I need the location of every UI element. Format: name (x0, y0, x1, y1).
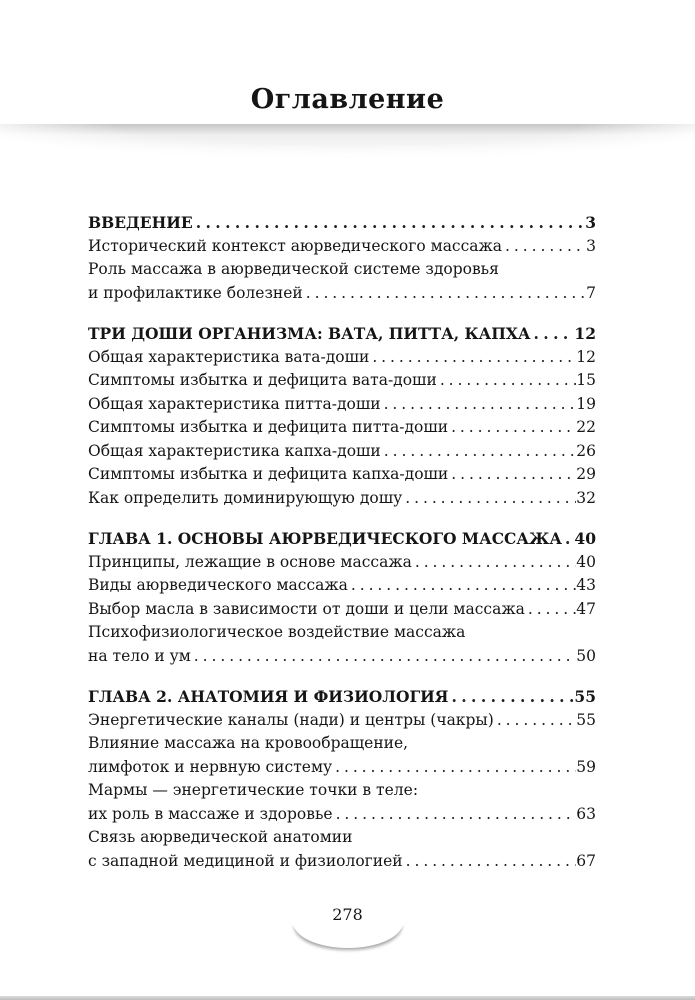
toc-entry-page: 47 (576, 599, 596, 618)
table-of-contents (88, 211, 596, 890)
toc-entry-page: 19 (576, 394, 596, 413)
toc-entry-page: 26 (576, 441, 596, 460)
toc-entry-page: 22 (576, 418, 596, 436)
toc-entry (88, 598, 596, 622)
dot-leader (332, 756, 576, 780)
title-shadow-decoration (0, 124, 695, 160)
toc-heading-page: 3 (585, 213, 596, 232)
toc-section (88, 527, 596, 668)
toc-heading (88, 322, 596, 346)
toc-entry-page: 40 (576, 552, 596, 571)
toc-entry-text: Психофизиологическое воздействие массажа (88, 623, 466, 641)
toc-entry-page: 12 (576, 347, 596, 366)
toc-heading-page: 55 (574, 687, 596, 706)
dot-leader (303, 282, 586, 306)
dot-leader (562, 527, 574, 551)
dot-leader (333, 803, 577, 827)
toc-entry-text: Виды аюрведического массажа (88, 576, 348, 594)
toc-entry (88, 803, 596, 827)
dot-leader (348, 574, 576, 598)
toc-entry-text: лимфоток и нервную систему (88, 757, 333, 776)
toc-entry-text: Роль массажа в аюрведической системе здоровья (88, 260, 499, 278)
toc-entry-page: 50 (576, 646, 596, 665)
toc-entry-page: 15 (576, 371, 596, 389)
toc-entry-page: 67 (576, 851, 596, 870)
dot-leader (525, 598, 576, 622)
toc-entry-text: Выбор масла в зависимости от доши и цели массажа (88, 599, 525, 618)
toc-entry-page: 3 (586, 236, 596, 255)
toc-entry-text: Мармы — энергетические точки в теле: (88, 781, 419, 799)
dot-leader (193, 211, 585, 235)
dot-leader (412, 551, 576, 575)
toc-entry-text: на тело и ум (88, 646, 191, 665)
toc-entry-text: их роль в массаже и здоровье (88, 804, 333, 823)
toc-entry-page: 55 (576, 710, 596, 729)
dot-leader (494, 709, 576, 733)
toc-entry-text: Общая характеристика капха-доши (88, 441, 381, 460)
page-number: 278 (332, 905, 363, 924)
toc-heading (88, 211, 596, 235)
toc-section (88, 322, 596, 510)
toc-heading-text: ГЛАВА 1. ОСНОВЫ АЮРВЕДИЧЕСКОГО МАССАЖА (88, 529, 562, 548)
toc-entry (88, 551, 596, 575)
toc-entry (88, 393, 596, 417)
toc-entry-text: Влияние массажа на кровообращение, (88, 734, 409, 752)
dot-leader (448, 416, 576, 440)
toc-heading-page: 12 (574, 324, 596, 343)
dot-leader (191, 645, 576, 669)
dot-leader (531, 322, 575, 346)
toc-entry-text: с западной медициной и физиологией (88, 851, 403, 870)
toc-entry (88, 621, 596, 645)
toc-entry-text: Принципы, лежащие в основе массажа (88, 552, 412, 571)
toc-entry (88, 463, 596, 487)
toc-entry (88, 826, 596, 850)
toc-entry (88, 258, 596, 282)
toc-entry (88, 732, 596, 756)
toc-entry-text: и профилактике болезней (88, 283, 303, 302)
toc-entry (88, 369, 596, 393)
toc-entry-text: Энергетические каналы (нади) и центры (чакры) (88, 710, 494, 729)
toc-entry-text: Симптомы избытка и дефицита питта-доши (88, 418, 449, 436)
toc-heading-page: 40 (574, 529, 596, 548)
dot-leader (381, 393, 577, 417)
toc-section (88, 211, 596, 305)
page-number-curve-decoration (293, 922, 403, 948)
toc-entry-text: Общая характеристика питта-доши (88, 394, 381, 413)
toc-entry (88, 709, 596, 733)
toc-entry (88, 756, 596, 780)
toc-entry (88, 416, 596, 440)
toc-entry (88, 850, 596, 874)
dot-leader (502, 235, 586, 259)
toc-entry (88, 574, 596, 598)
dot-leader (369, 346, 576, 370)
toc-entry-text: Исторический контекст аюрведического массажа (88, 236, 503, 255)
toc-entry-page: 32 (576, 488, 596, 507)
dot-leader (403, 850, 577, 874)
toc-entry (88, 779, 596, 803)
dot-leader (437, 369, 576, 393)
toc-heading (88, 685, 596, 709)
toc-entry-page: 63 (576, 804, 596, 823)
toc-entry (88, 487, 596, 511)
dot-leader (402, 487, 576, 511)
toc-heading-text: ТРИ ДОШИ ОРГАНИЗМА: ВАТА, ПИТТА, КАПХА (88, 324, 531, 343)
toc-entry-page: 7 (586, 283, 596, 302)
toc-entry-text: Симптомы избытка и дефицита капха-доши (88, 465, 449, 483)
toc-entry-page: 43 (576, 576, 596, 594)
toc-section (88, 685, 596, 873)
dot-leader (448, 685, 574, 709)
toc-entry-text: Связь аюрведической анатомии (88, 828, 353, 846)
toc-entry-page: 29 (576, 465, 596, 483)
toc-entry-text: Общая характеристика вата-доши (88, 347, 370, 366)
toc-entry (88, 645, 596, 669)
toc-entry-page: 59 (576, 757, 596, 776)
toc-heading (88, 527, 596, 551)
toc-entry-text: Как определить доминирующую дошу (88, 488, 403, 507)
toc-entry (88, 346, 596, 370)
dot-leader (448, 463, 576, 487)
toc-entry (88, 440, 596, 464)
toc-heading-text: ВВЕДЕНИЕ (88, 213, 193, 232)
toc-entry (88, 235, 596, 259)
bottom-border (0, 996, 695, 1000)
page-title: Оглавление (250, 84, 445, 115)
toc-entry (88, 282, 596, 306)
dot-leader (381, 440, 576, 464)
toc-heading-text: ГЛАВА 2. АНАТОМИЯ И ФИЗИОЛОГИЯ (88, 687, 449, 706)
toc-entry-text: Симптомы избытка и дефицита вата-доши (88, 371, 437, 389)
